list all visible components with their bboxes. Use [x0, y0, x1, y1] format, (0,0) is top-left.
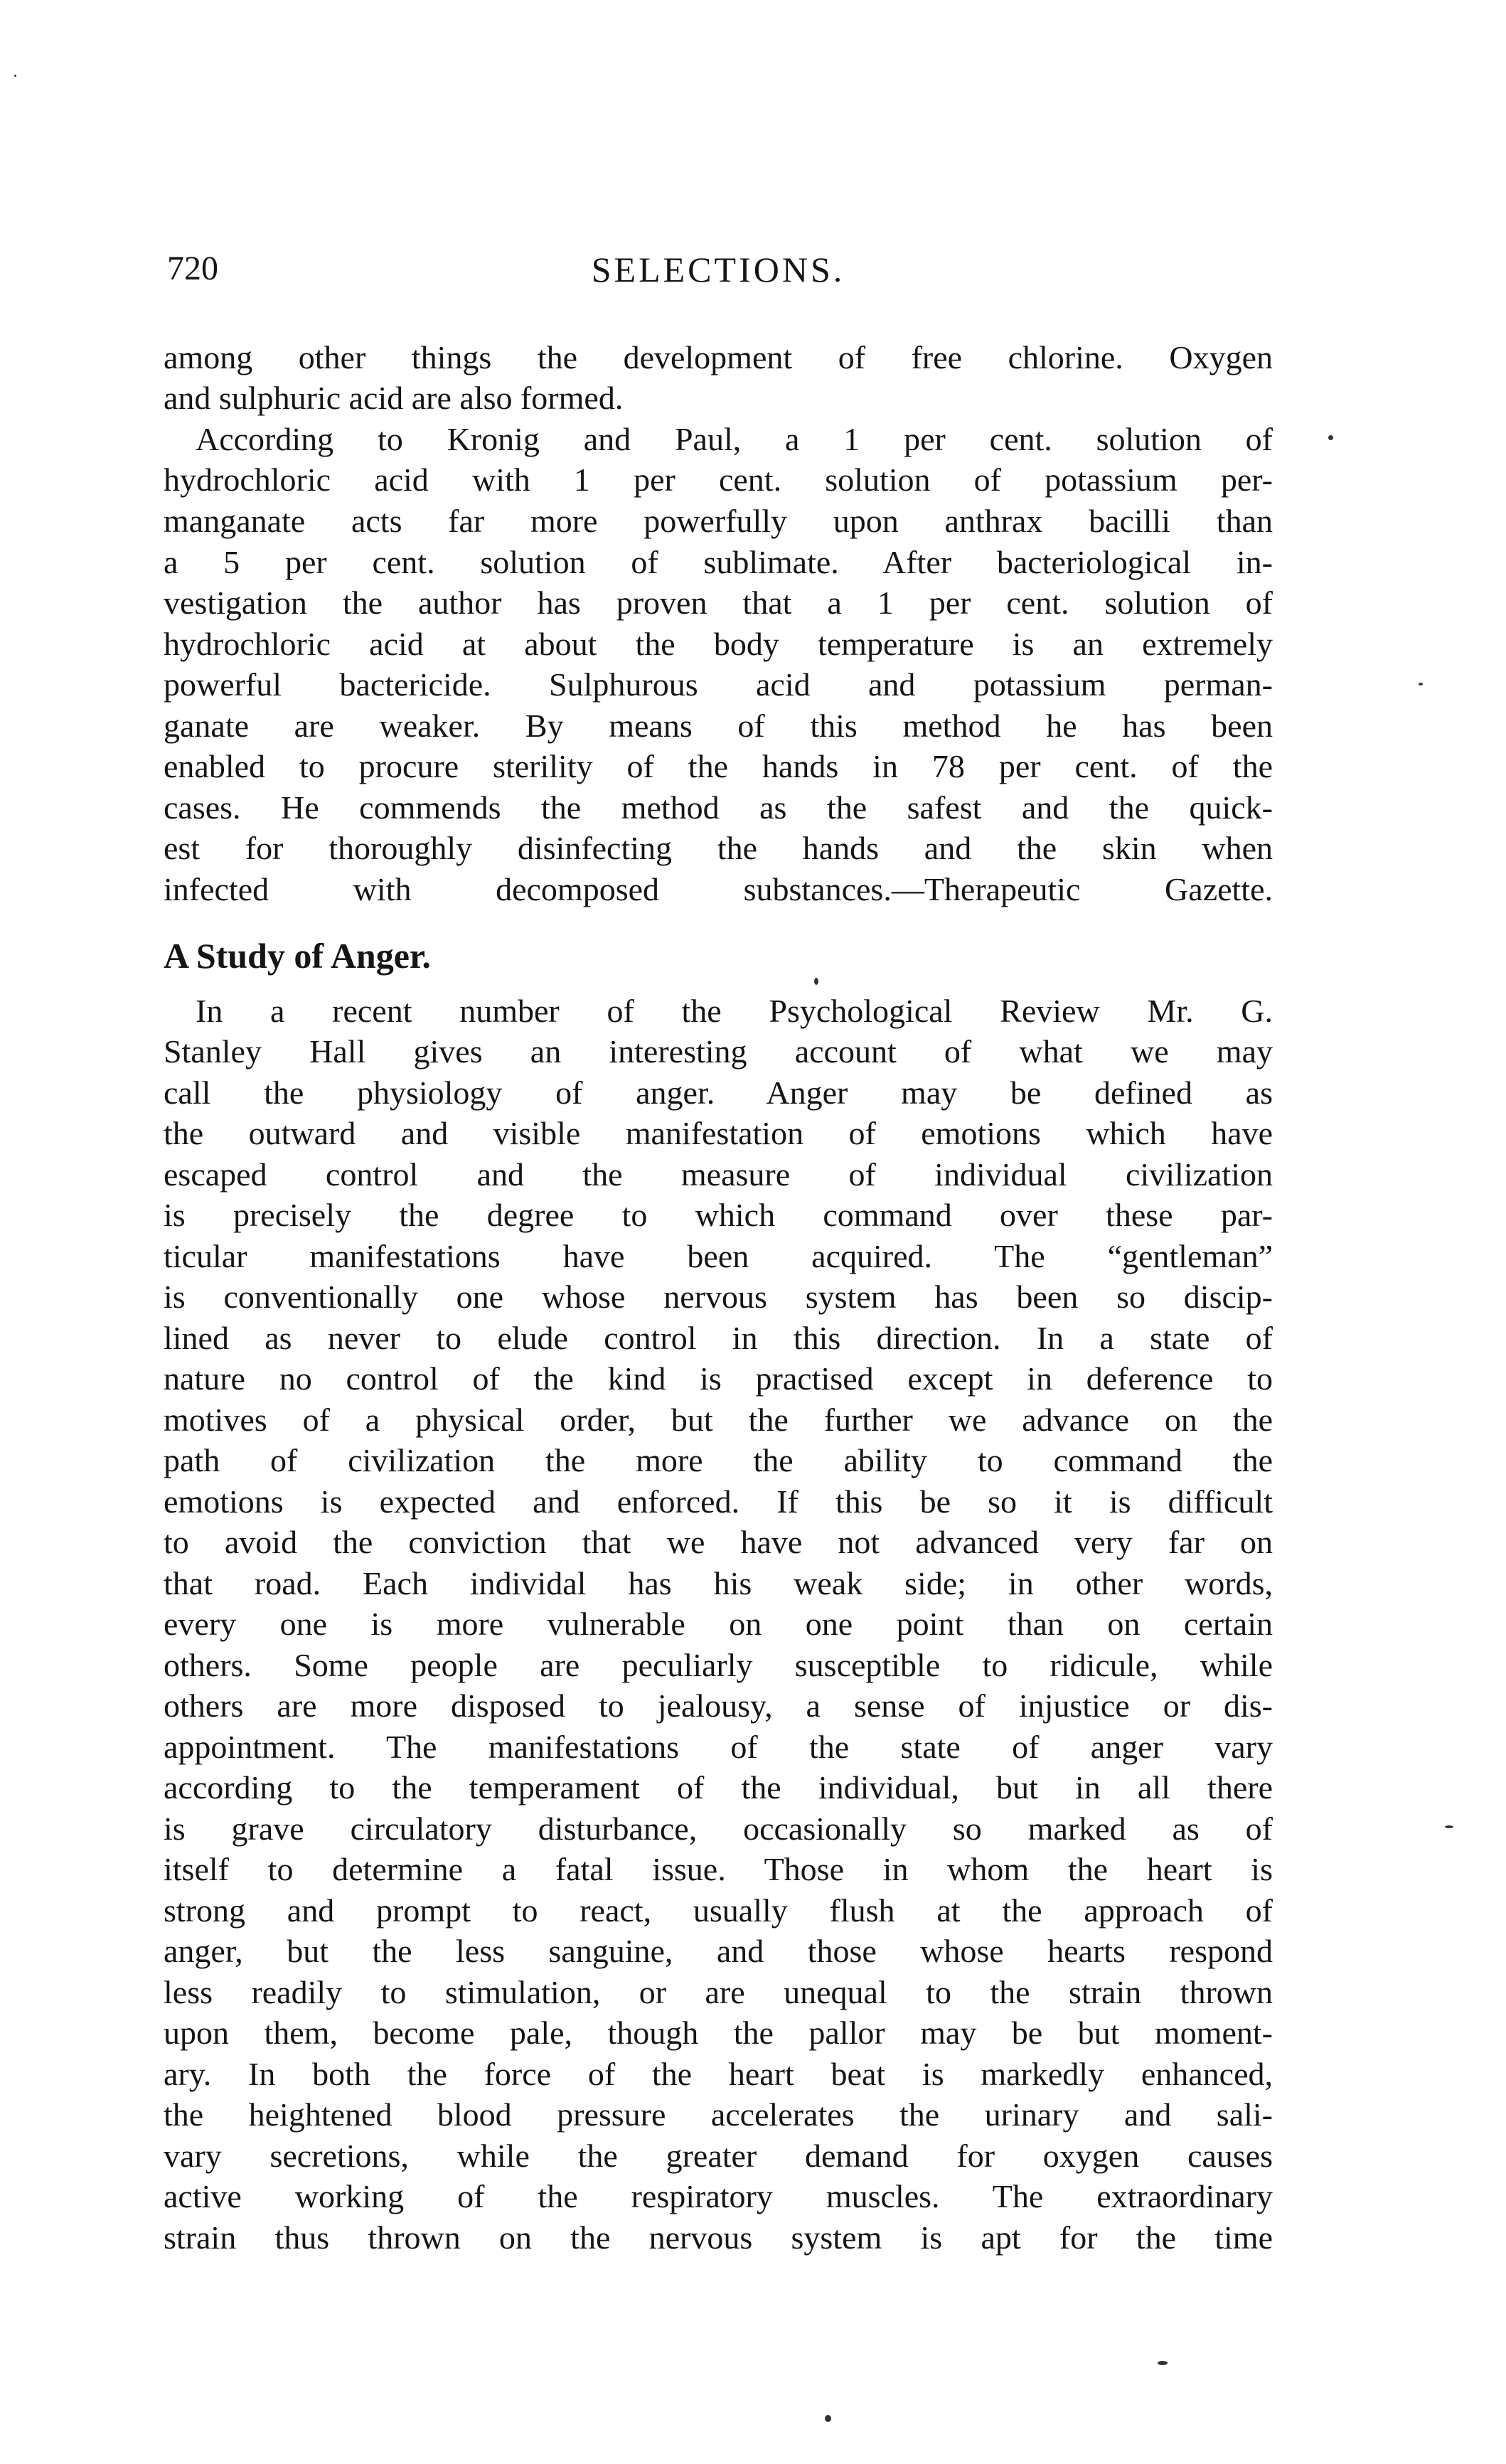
text-line: is precisely the degree to which command over these par-	[164, 1197, 1273, 1233]
text-line: path of civilization the more the ability to command the	[164, 1442, 1273, 1478]
text-line: manganate acts far more powerfully upon anthrax bacilli than	[164, 503, 1273, 539]
text-line: others are more disposed to jealousy, a sense of injustice or dis-	[164, 1687, 1273, 1724]
text-line: upon them, become pale, though the pallor may be but moment-	[164, 2015, 1273, 2051]
scan-speck	[814, 978, 818, 985]
scan-speck	[1445, 1825, 1453, 1828]
text-line: is grave circulatory disturbance, occasionally so marked as of	[164, 1810, 1273, 1847]
text-line: enabled to procure sterility of the hands in 78 per cent. of the	[164, 748, 1273, 784]
text-line: and sulphuric acid are also formed.	[164, 380, 624, 416]
scan-speck	[825, 2415, 831, 2422]
text-line: hydrochloric acid with 1 per cent. solution of potassium per-	[164, 462, 1273, 498]
text-line: lined as never to elude control in this direction. In a state of	[164, 1320, 1273, 1356]
scan-speck	[1158, 2361, 1168, 2365]
text-line: among other things the development of free chlorine. Oxygen	[164, 339, 1273, 375]
text-line: appointment. The manifestations of the state of anger vary	[164, 1729, 1273, 1765]
text-line: nature no control of the kind is practised except in deference to	[164, 1360, 1273, 1397]
text-line: call the physiology of anger. Anger may be defined as	[164, 1074, 1273, 1111]
text-line: others. Some people are peculiarly susceptible to ridicule, while	[164, 1647, 1273, 1683]
text-line: that road. Each individal has his weak side; in other words,	[164, 1565, 1273, 1601]
text-line: powerful bactericide. Sulphurous acid and potassium perman-	[164, 666, 1273, 703]
text-line: according to the temperament of the individual, but in all there	[164, 1769, 1273, 1806]
text-line: is conventionally one whose nervous system has been so discip-	[164, 1279, 1273, 1315]
text-line: strain thus thrown on the nervous system is apt for the time	[164, 2219, 1273, 2256]
text-line: ganate are weaker. By means of this method he has been	[164, 708, 1273, 744]
text-line: In a recent number of the Psychological Review Mr. G.	[196, 993, 1273, 1029]
text-line: the outward and visible manifestation of emotions which have	[164, 1115, 1273, 1151]
text-line: escaped control and the measure of individual civilization	[164, 1156, 1273, 1193]
section-heading: A Study of Anger.	[164, 936, 432, 976]
text-line: emotions is expected and enforced. If this be so it is difficult	[164, 1483, 1273, 1520]
text-line: vary secretions, while the greater demand for oxygen causes	[164, 2138, 1273, 2174]
text-line: motives of a physical order, but the further we advance on the	[164, 1402, 1273, 1438]
page-header	[167, 249, 1280, 306]
text-line: anger, but the less sanguine, and those whose hearts respond	[164, 1933, 1273, 1969]
text-line: itself to determine a fatal issue. Those in whom the heart is	[164, 1851, 1273, 1887]
scan-speck	[1328, 435, 1333, 440]
text-line: ary. In both the force of the heart beat is markedly enhanced,	[164, 2056, 1273, 2092]
text-line: to avoid the conviction that we have not advanced very far on	[164, 1524, 1273, 1560]
text-line: ticular manifestations have been acquired. The “gentleman”	[164, 1238, 1273, 1274]
text-line: less readily to stimulation, or are unequal to the strain thrown	[164, 1974, 1273, 2010]
text-line: According to Kronig and Paul, a 1 per cent. solution of	[196, 421, 1273, 457]
text-line: est for thoroughly disinfecting the hands and the skin when	[164, 830, 1273, 866]
text-line: active working of the respiratory muscles. The extraordinary	[164, 2178, 1273, 2214]
text-line: strong and prompt to react, usually flush at the approach of	[164, 1892, 1273, 1929]
text-line: the heightened blood pressure accelerates the urinary and sali-	[164, 2096, 1273, 2133]
text-line: infected with decomposed substances.—Therapeutic Gazette.	[164, 871, 1273, 907]
scan-speck	[1419, 683, 1423, 686]
text-line: Stanley Hall gives an interesting account of what we may	[164, 1033, 1273, 1070]
text-line: hydrochloric acid at about the body temperature is an extremely	[164, 626, 1273, 662]
text-line: a 5 per cent. solution of sublimate. After bacteriological in-	[164, 544, 1273, 580]
running-head: SELECTIONS.	[591, 250, 845, 289]
scan-speck	[14, 75, 16, 77]
text-line: cases. He commends the method as the safest and the quick-	[164, 789, 1273, 826]
text-line: vestigation the author has proven that a 1 per cent. solution of	[164, 585, 1273, 621]
text-line: every one is more vulnerable on one point than on certain	[164, 1606, 1273, 1642]
page-number: 720	[167, 250, 218, 287]
